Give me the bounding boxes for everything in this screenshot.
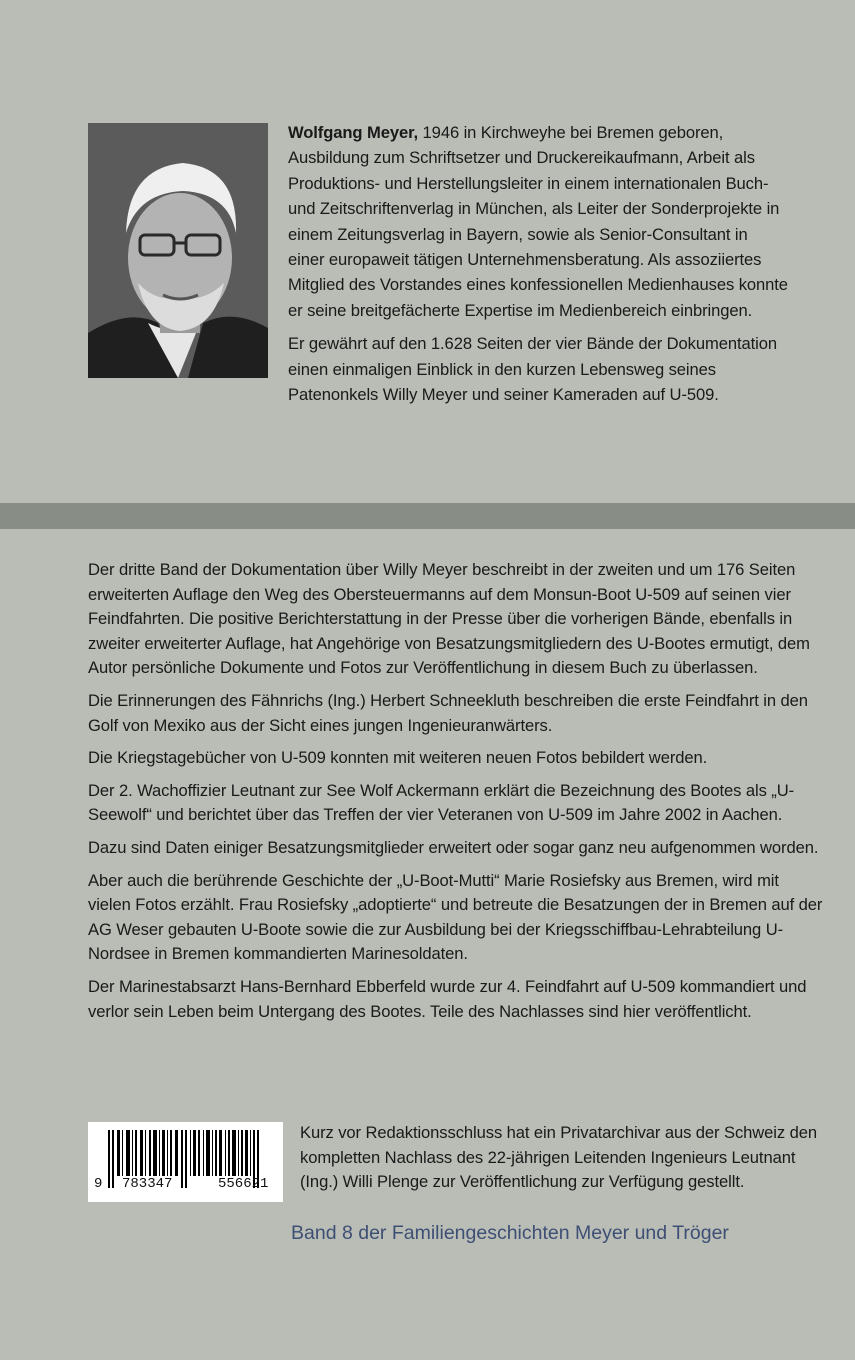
blurb-paragraph: Der 2. Wachoffizier Leutnant zur See Wolf Ackermann erklärt die Bezeichnung des Bootes als „U-Seewolf“ und berichtet über das Treffen der vier Veteranen von U-509 im Jahre 2002 in Aachen. [88, 780, 795, 825]
author-bio-paragraph-2: Er gewährt auf den 1.628 Seiten der vier Bände der Dokumentation einen einmaligen Einblick in den kurzen Lebensweg seines Patenonkels Willy Meyer und seiner Kameraden auf U-509. [288, 334, 777, 405]
blurb-paragraph: Der dritte Band der Dokumentation über Willy Meyer beschreibt in der zweiten und um 176 Seiten erweiterten Auflage den Weg des Obersteuermanns auf dem Monsun-Boot U-509 auf seinen vier Feindfahrten. Die positive Berichterstattung in der Presse über die vorherigen Bände, ebenfalls in zweiter erweiterter Auflage, hat Angehörige von Besatzungsmitgliedern des U-Bootes ermutigt, dem Autor persönliche Dokumente und Fotos zur Veröffentlichung in diesem Buch zu überlassen. [88, 560, 810, 678]
barcode-lead-digit: 9 [94, 1176, 103, 1192]
author-bio-text: 1946 in Kirchweyhe bei Bremen geboren, Ausbildung zum Schriftsetzer und Druckereikaufmann, Arbeit als Produktions- und Herstellungsleiter in einem internationalen Buch- und Zeitschriftenverlag in München, als Leiter der Sonderprojekte in einem Zeitungsverlag in Bayern, sowie als Senior-Consultant in einer europaweit tätigen Unternehmensberatung. Als assoziiertes Mitglied des Vorstandes eines konfessionellen Medienhauses konnte er seine breitgefächerte Expertise im Medienbereich einbringen. [288, 123, 788, 320]
author-name: Wolfgang Meyer, [288, 123, 419, 142]
blurb-paragraph: Dazu sind Daten einiger Besatzungsmitglieder erweitert oder sogar ganz neu aufgenommen worden. [88, 837, 819, 857]
author-bio-paragraph [288, 120, 788, 323]
book-blurb [88, 558, 823, 1032]
author-bio [288, 120, 788, 415]
isbn-barcode [88, 1122, 283, 1202]
blurb-paragraph: Die Kriegstagebücher von U-509 konnten mit weiteren neuen Fotos bebildert werden. [88, 748, 708, 768]
series-line: Band 8 der Familiengeschichten Meyer und Tröger [291, 1222, 729, 1244]
author-photo [88, 123, 268, 378]
blurb-paragraph: Aber auch die berührende Geschichte der „U-Boot-Mutti“ Marie Rosiefsky aus Bremen, wird mit vielen Fotos erzählt. Frau Rosiefsky „adoptierte“ und betreute die Besatzungen der in Bremen auf der AG Weser gebauten U-Boote sowie die zur Ausbildung bei der Kriegsschiffbau-Lehrabteilung U-Nordsee in Bremen kommandierten Marinesoldaten. [88, 870, 823, 964]
divider-band [0, 503, 855, 529]
barcode-group-2: 556621 [218, 1176, 269, 1192]
barcode-digits [88, 1176, 283, 1196]
blurb-final-paragraph: Kurz vor Redaktionsschluss hat ein Privatarchivar aus der Schweiz den kompletten Nachlass des 22-jährigen Leitenden Ingenieurs Leutnant (Ing.) Willi Plenge zur Veröffentlichung zur Verfügung gestellt. [300, 1123, 817, 1192]
blurb-paragraph: Der Marinestabsarzt Hans-Bernhard Ebberfeld wurde zur 4. Feindfahrt auf U-509 kommandiert und verlor sein Leben beim Untergang des Bootes. Teile des Nachlasses sind hier veröffentlicht. [88, 976, 807, 1021]
blurb-paragraph: Die Erinnerungen des Fähnrichs (Ing.) Herbert Schneekluth beschreiben die erste Feindfahrt in den Golf von Mexiko aus der Sicht eines jungen Ingenieuranwärters. [88, 690, 808, 735]
barcode-group-1: 783347 [122, 1176, 173, 1192]
